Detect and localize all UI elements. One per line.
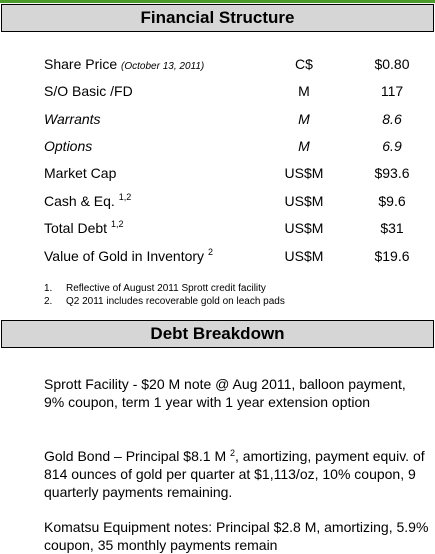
table-row <box>0 220 435 242</box>
debt-breakdown-header: Debt Breakdown <box>1 320 434 348</box>
row-label: Options <box>44 138 93 154</box>
footnote-number: 1. <box>44 283 53 294</box>
row-superscript: 1,2 <box>118 192 132 202</box>
table-row <box>0 83 435 105</box>
row-value: $9.6 <box>378 193 406 209</box>
row-label-text: Cash & Eq. <box>44 193 115 209</box>
table-row <box>0 248 435 270</box>
footnote-text: Q2 2011 includes recoverable gold on leach pads <box>66 296 285 307</box>
row-label <box>44 56 204 72</box>
footnote-number: 2. <box>44 296 53 307</box>
row-label <box>44 248 213 264</box>
row-value: $93.6 <box>374 165 410 181</box>
top-accent-line <box>0 0 435 3</box>
row-label-text: Total Debt <box>44 220 108 236</box>
row-value: $19.6 <box>374 248 410 264</box>
row-value: 6.9 <box>382 138 402 154</box>
table-row <box>0 193 435 215</box>
row-label <box>44 220 123 236</box>
row-unit: US$M <box>284 220 324 236</box>
row-unit: US$M <box>284 248 324 264</box>
sprott-facility-paragraph: Sprott Facility - $20 M note @ Aug 2011, balloon payment, 9% coupon, term 1 year with 1 year extension option <box>44 376 406 410</box>
row-superscript: 1,2 <box>110 219 124 229</box>
row-unit: US$M <box>284 193 324 209</box>
row-unit: US$M <box>284 165 324 181</box>
row-note: (October 13, 2011) <box>121 61 205 72</box>
row-value: $0.80 <box>374 56 410 72</box>
row-label-text: Value of Gold in Inventory <box>44 248 205 264</box>
financial-structure-header: Financial Structure <box>1 4 434 32</box>
gold-bond-text: Gold Bond – Principal $8.1 M <box>44 448 227 464</box>
row-unit: M <box>298 111 310 127</box>
row-unit: C$ <box>295 56 313 72</box>
row-label: Market Cap <box>44 165 117 181</box>
row-label <box>44 193 131 209</box>
footnote-2 <box>44 296 285 307</box>
table-row <box>0 165 435 187</box>
table-row <box>0 111 435 133</box>
row-unit: M <box>298 83 310 99</box>
row-value: 8.6 <box>382 111 402 127</box>
komatsu-paragraph: Komatsu Equipment notes: Principal $2.8 M, amortizing, 5.9% coupon, 35 monthly payments remain <box>44 519 429 553</box>
row-label: S/O Basic /FD <box>44 83 133 99</box>
gold-bond-paragraph <box>44 447 429 501</box>
gold-bond-superscript: 2 <box>230 448 236 458</box>
row-unit: M <box>298 138 310 154</box>
footnote-1 <box>44 283 266 294</box>
row-label-text: Share Price <box>44 56 118 72</box>
table-row <box>0 138 435 160</box>
footnote-text: Reflective of August 2011 Sprott credit facility <box>66 283 266 294</box>
gold-bond-text-cont: , amortizing, payment equiv. of 814 ounces of gold per quarter at $1,113/oz, 10% coupon, 9 quarterly payments remaining. <box>44 448 425 500</box>
row-value: 117 <box>380 83 404 99</box>
row-value: $31 <box>380 220 404 236</box>
row-superscript: 2 <box>207 247 213 257</box>
row-label: Warrants <box>44 111 101 127</box>
table-row <box>0 56 435 78</box>
